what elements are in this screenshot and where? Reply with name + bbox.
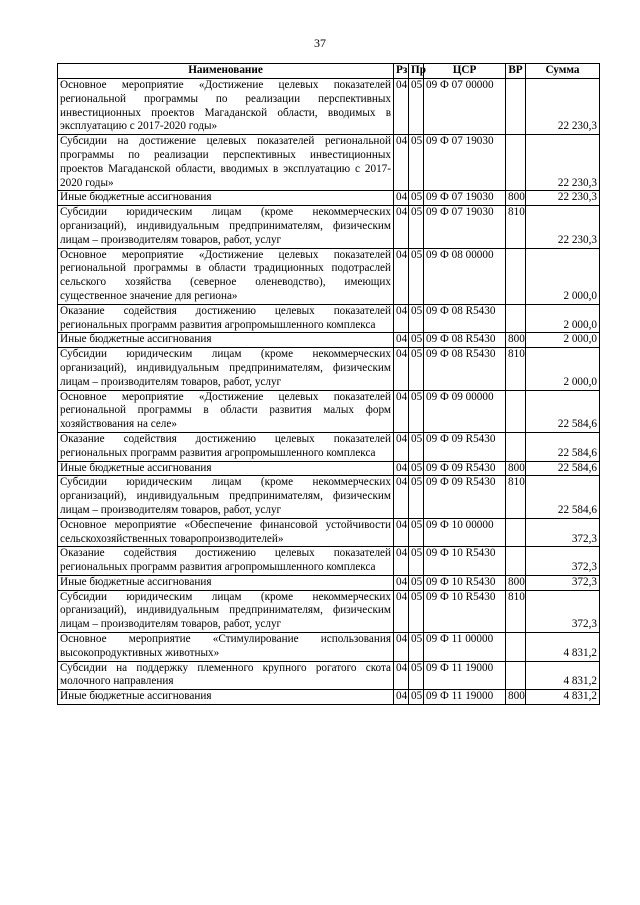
cell-csr: 09 Ф 09 R5430 — [424, 432, 506, 461]
cell-rz: 04 — [394, 135, 409, 191]
cell-sum: 22 584,6 — [526, 461, 600, 476]
table-row — [58, 191, 600, 206]
cell-vr — [506, 248, 526, 304]
table-header-row — [58, 64, 600, 79]
cell-csr: 09 Ф 11 00000 — [424, 633, 506, 662]
cell-name: Основное мероприятие «Достижение целевых показателей региональной программы в области развития малых форм хозяйствования на селе» — [58, 390, 394, 432]
cell-vr: 800 — [506, 690, 526, 705]
table-row — [58, 304, 600, 333]
cell-rz: 04 — [394, 690, 409, 705]
cell-name: Иные бюджетные ассигнования — [58, 333, 394, 348]
cell-csr: 09 Ф 07 00000 — [424, 79, 506, 135]
cell-name: Иные бюджетные ассигнования — [58, 191, 394, 206]
cell-rz: 04 — [394, 518, 409, 547]
cell-csr: 09 Ф 07 19030 — [424, 191, 506, 206]
header-pr: Пр — [409, 64, 424, 79]
cell-rz: 04 — [394, 304, 409, 333]
table-row — [58, 590, 600, 632]
cell-vr — [506, 661, 526, 690]
cell-rz: 04 — [394, 575, 409, 590]
cell-sum: 4 831,2 — [526, 690, 600, 705]
cell-name: Основное мероприятие «Достижение целевых показателей региональной программы в области традиционных подотраслей сельского хозяйства (северное оленеводство), имеющих существенное значение для региона» — [58, 248, 394, 304]
cell-rz: 04 — [394, 390, 409, 432]
cell-sum: 2 000,0 — [526, 248, 600, 304]
table-row — [58, 206, 600, 248]
cell-csr: 09 Ф 09 00000 — [424, 390, 506, 432]
cell-sum: 4 831,2 — [526, 633, 600, 662]
cell-csr: 09 Ф 11 19000 — [424, 661, 506, 690]
cell-pr: 05 — [409, 461, 424, 476]
cell-pr: 05 — [409, 547, 424, 576]
table-row — [58, 390, 600, 432]
cell-name: Оказание содействия достижению целевых показателей региональных программ развития агропромышленного комплекса — [58, 432, 394, 461]
cell-rz: 04 — [394, 79, 409, 135]
table-row — [58, 79, 600, 135]
table-row — [58, 661, 600, 690]
header-csr: ЦСР — [424, 64, 506, 79]
cell-name: Основное мероприятие «Стимулирование использования высокопродуктивных животных» — [58, 633, 394, 662]
cell-csr: 09 Ф 09 R5430 — [424, 476, 506, 518]
cell-vr — [506, 304, 526, 333]
cell-pr: 05 — [409, 191, 424, 206]
cell-sum: 22 584,6 — [526, 476, 600, 518]
cell-rz: 04 — [394, 461, 409, 476]
cell-csr: 09 Ф 08 R5430 — [424, 304, 506, 333]
cell-sum: 372,3 — [526, 547, 600, 576]
cell-pr: 05 — [409, 248, 424, 304]
cell-vr — [506, 432, 526, 461]
cell-pr: 05 — [409, 476, 424, 518]
cell-name: Субсидии юридическим лицам (кроме некоммерческих организаций), индивидуальным предпринимателям, физическим лицам – производителям товаров, работ, услуг — [58, 590, 394, 632]
cell-rz: 04 — [394, 348, 409, 390]
cell-rz: 04 — [394, 333, 409, 348]
cell-sum: 4 831,2 — [526, 661, 600, 690]
cell-sum: 22 584,6 — [526, 432, 600, 461]
cell-vr: 800 — [506, 575, 526, 590]
header-sum: Сумма — [526, 64, 600, 79]
cell-pr: 05 — [409, 575, 424, 590]
cell-rz: 04 — [394, 248, 409, 304]
cell-name: Субсидии на поддержку племенного крупного рогатого скота молочного направления — [58, 661, 394, 690]
cell-rz: 04 — [394, 191, 409, 206]
cell-sum: 22 230,3 — [526, 191, 600, 206]
budget-table — [57, 63, 600, 705]
cell-name: Субсидии юридическим лицам (кроме некоммерческих организаций), индивидуальным предпринимателям, физическим лицам – производителям товаров, работ, услуг — [58, 206, 394, 248]
cell-sum: 22 230,3 — [526, 206, 600, 248]
cell-vr — [506, 390, 526, 432]
cell-name: Иные бюджетные ассигнования — [58, 690, 394, 705]
cell-rz: 04 — [394, 206, 409, 248]
cell-csr: 09 Ф 07 19030 — [424, 206, 506, 248]
cell-rz: 04 — [394, 590, 409, 632]
table-row — [58, 135, 600, 191]
cell-csr: 09 Ф 09 R5430 — [424, 461, 506, 476]
cell-name: Оказание содействия достижению целевых показателей региональных программ развития агропромышленного комплекса — [58, 304, 394, 333]
table-row — [58, 575, 600, 590]
cell-vr: 800 — [506, 191, 526, 206]
table-row — [58, 690, 600, 705]
cell-vr: 810 — [506, 590, 526, 632]
cell-vr: 810 — [506, 348, 526, 390]
cell-pr: 05 — [409, 390, 424, 432]
cell-vr: 810 — [506, 476, 526, 518]
cell-vr — [506, 518, 526, 547]
table-row — [58, 518, 600, 547]
cell-csr: 09 Ф 08 R5430 — [424, 333, 506, 348]
cell-pr: 05 — [409, 661, 424, 690]
table-row — [58, 432, 600, 461]
cell-sum: 372,3 — [526, 590, 600, 632]
cell-csr: 09 Ф 10 R5430 — [424, 575, 506, 590]
cell-sum: 372,3 — [526, 518, 600, 547]
cell-rz: 04 — [394, 432, 409, 461]
cell-rz: 04 — [394, 633, 409, 662]
cell-rz: 04 — [394, 661, 409, 690]
cell-pr: 05 — [409, 206, 424, 248]
cell-sum: 2 000,0 — [526, 333, 600, 348]
cell-pr: 05 — [409, 690, 424, 705]
cell-csr: 09 Ф 08 R5430 — [424, 348, 506, 390]
cell-sum: 22 230,3 — [526, 79, 600, 135]
cell-sum: 22 230,3 — [526, 135, 600, 191]
cell-vr — [506, 79, 526, 135]
cell-name: Субсидии юридическим лицам (кроме некоммерческих организаций), индивидуальным предпринимателям, физическим лицам – производителям товаров, работ, услуг — [58, 348, 394, 390]
header-vr: ВР — [506, 64, 526, 79]
table-row — [58, 476, 600, 518]
cell-vr: 810 — [506, 206, 526, 248]
cell-vr — [506, 633, 526, 662]
cell-name: Основное мероприятие «Достижение целевых показателей региональной программы по реализации перспективных инвестиционных проектов Магаданской области, вводимых в эксплуатацию с 2017-2020 годы» — [58, 79, 394, 135]
cell-pr: 05 — [409, 590, 424, 632]
cell-csr: 09 Ф 10 R5430 — [424, 590, 506, 632]
header-name: Наименование — [58, 64, 394, 79]
cell-csr: 09 Ф 10 00000 — [424, 518, 506, 547]
table-row — [58, 333, 600, 348]
cell-csr: 09 Ф 08 00000 — [424, 248, 506, 304]
cell-pr: 05 — [409, 348, 424, 390]
cell-name: Иные бюджетные ассигнования — [58, 575, 394, 590]
table-row — [58, 633, 600, 662]
cell-pr: 05 — [409, 633, 424, 662]
cell-sum: 2 000,0 — [526, 304, 600, 333]
cell-vr — [506, 547, 526, 576]
cell-name: Иные бюджетные ассигнования — [58, 461, 394, 476]
cell-csr: 09 Ф 11 19000 — [424, 690, 506, 705]
table-row — [58, 348, 600, 390]
cell-name: Оказание содействия достижению целевых показателей региональных программ развития агропромышленного комплекса — [58, 547, 394, 576]
cell-pr: 05 — [409, 333, 424, 348]
cell-pr: 05 — [409, 518, 424, 547]
cell-sum: 22 584,6 — [526, 390, 600, 432]
table-row — [58, 461, 600, 476]
cell-vr — [506, 135, 526, 191]
cell-pr: 05 — [409, 304, 424, 333]
cell-name: Основное мероприятие «Обеспечение финансовой устойчивости сельскохозяйственных товаропроизводителей» — [58, 518, 394, 547]
table-row — [58, 547, 600, 576]
page-number: 37 — [314, 36, 326, 50]
cell-pr: 05 — [409, 432, 424, 461]
cell-name: Субсидии юридическим лицам (кроме некоммерческих организаций), индивидуальным предпринимателям, физическим лицам – производителям товаров, работ, услуг — [58, 476, 394, 518]
cell-csr: 09 Ф 07 19030 — [424, 135, 506, 191]
cell-csr: 09 Ф 10 R5430 — [424, 547, 506, 576]
cell-name: Субсидии на достижение целевых показателей региональной программы по реализации перспективных инвестиционных проектов Магаданской области, вводимых в эксплуатацию с 2017-2020 годы» — [58, 135, 394, 191]
cell-pr: 05 — [409, 135, 424, 191]
cell-rz: 04 — [394, 476, 409, 518]
header-rz: Рз — [394, 64, 409, 79]
table-row — [58, 248, 600, 304]
cell-sum: 372,3 — [526, 575, 600, 590]
table-body — [58, 79, 600, 705]
cell-rz: 04 — [394, 547, 409, 576]
cell-vr: 800 — [506, 333, 526, 348]
cell-sum: 2 000,0 — [526, 348, 600, 390]
cell-pr: 05 — [409, 79, 424, 135]
cell-vr: 800 — [506, 461, 526, 476]
